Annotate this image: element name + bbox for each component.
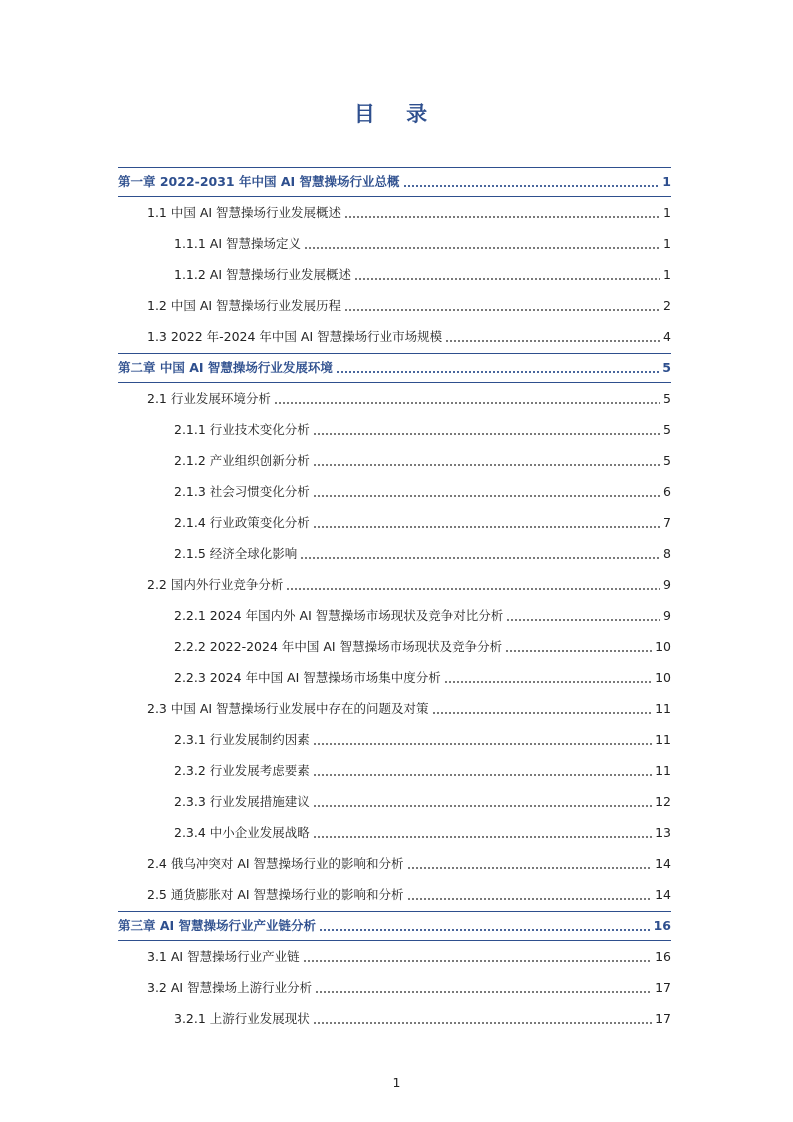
toc-entry[interactable] (174, 818, 671, 848)
toc-dot-leader (300, 557, 660, 559)
toc-entry-label: 2.3.3 行业发展措施建议 (174, 794, 310, 809)
toc-entry-label: 3.2.1 上游行业发展现状 (174, 1011, 310, 1026)
toc-entry-page: 17 (655, 980, 671, 995)
toc-dot-leader (315, 991, 652, 993)
toc-entry[interactable] (147, 384, 671, 414)
toc-entry[interactable] (174, 663, 671, 693)
toc-dot-leader (336, 371, 659, 373)
toc-entry-label: 1.1.1 AI 智慧操场定义 (174, 236, 301, 251)
toc-entry-label: 3.1 AI 智慧操场行业产业链 (147, 949, 300, 964)
page-title: 目 录 (353, 102, 440, 126)
toc-dot-leader (313, 495, 660, 497)
toc-dot-leader (506, 619, 660, 621)
toc-entry-page: 17 (655, 1011, 671, 1026)
toc-dot-leader (354, 278, 660, 280)
toc-dot-leader (313, 836, 652, 838)
toc-dot-leader (313, 774, 652, 776)
toc-entry-page: 1 (663, 236, 671, 251)
toc-entry[interactable] (174, 539, 671, 569)
toc-entry[interactable] (147, 942, 671, 972)
toc-entry-page: 7 (663, 515, 671, 530)
toc-entry-label: 2.3.2 行业发展考虑要素 (174, 763, 310, 778)
toc-entry-page: 1 (662, 174, 671, 189)
toc-entry-page: 2 (663, 298, 671, 313)
toc-entry-label: 2.4 俄乌冲突对 AI 智慧操场行业的影响和分析 (147, 856, 404, 871)
toc-dot-leader (444, 681, 652, 683)
toc-entry-page: 5 (663, 391, 671, 406)
toc-dot-leader (505, 650, 652, 652)
toc-chapter-entry[interactable] (118, 353, 671, 383)
toc-entry-page: 11 (655, 763, 671, 778)
toc-entry-page: 10 (655, 670, 671, 685)
toc-dot-leader (313, 1022, 652, 1024)
toc-dot-leader (313, 743, 652, 745)
toc-dot-leader (304, 247, 660, 249)
toc-entry[interactable] (147, 694, 671, 724)
toc-entry-label: 1.1.2 AI 智慧操场行业发展概述 (174, 267, 351, 282)
toc-entry[interactable] (147, 973, 671, 1003)
toc-entry[interactable] (147, 570, 671, 600)
toc-entry-label: 2.3 中国 AI 智慧操场行业发展中存在的问题及对策 (147, 701, 429, 716)
toc-entry-label: 2.1.2 产业组织创新分析 (174, 453, 310, 468)
toc-dot-leader (286, 588, 660, 590)
toc-entry-label: 1.3 2022 年-2024 年中国 AI 智慧操场行业市场规模 (147, 329, 443, 344)
toc-dot-leader (319, 929, 651, 931)
toc-entry-page: 16 (653, 918, 671, 933)
toc-dot-leader (313, 464, 660, 466)
toc-entry[interactable] (147, 198, 671, 228)
toc-entry-page: 4 (663, 329, 671, 344)
toc-entry[interactable] (147, 880, 671, 910)
toc-dot-leader (432, 712, 653, 714)
toc-entry-page: 14 (655, 856, 671, 871)
toc-dot-leader (313, 526, 660, 528)
toc-entry[interactable] (147, 322, 671, 352)
toc-entry[interactable] (174, 632, 671, 662)
toc-entry[interactable] (174, 1004, 671, 1034)
toc-entry-page: 5 (663, 453, 671, 468)
toc-entry-page: 5 (662, 360, 671, 375)
toc-entry-page: 1 (663, 205, 671, 220)
toc-entry[interactable] (174, 756, 671, 786)
toc-entry[interactable] (174, 508, 671, 538)
toc-entry[interactable] (147, 291, 671, 321)
toc-entry-label: 2.2 国内外行业竞争分析 (147, 577, 284, 592)
toc-entry-label: 2.3.1 行业发展制约因素 (174, 732, 310, 747)
toc-dot-leader (445, 340, 660, 342)
toc-entry-page: 6 (663, 484, 671, 499)
toc-entry[interactable] (174, 725, 671, 755)
toc-dot-leader (274, 402, 660, 404)
toc-entry[interactable] (147, 849, 671, 879)
toc-entry[interactable] (174, 260, 671, 290)
toc-entry[interactable] (174, 446, 671, 476)
toc-entry-label: 2.2.2 2022-2024 年中国 AI 智慧操场市场现状及竞争分析 (174, 639, 503, 654)
toc-entry[interactable] (174, 601, 671, 631)
toc-chapter-entry[interactable] (118, 911, 671, 941)
toc-entry-page: 11 (655, 732, 671, 747)
toc-entry-page: 16 (655, 949, 671, 964)
toc-entry-page: 12 (655, 794, 671, 809)
toc-entry-label: 2.1.3 社会习惯变化分析 (174, 484, 310, 499)
toc-entry-label: 第三章 AI 智慧操场行业产业链分析 (118, 918, 317, 933)
toc-entry[interactable] (174, 787, 671, 817)
toc-entry-label: 1.1 中国 AI 智慧操场行业发展概述 (147, 205, 342, 220)
toc-entry-label: 2.1 行业发展环境分析 (147, 391, 271, 406)
toc-entry-page: 11 (655, 701, 671, 716)
toc-entry-page: 14 (655, 887, 671, 902)
toc-entry-page: 8 (663, 546, 671, 561)
toc-entry-label: 2.2.1 2024 年国内外 AI 智慧操场市场现状及竞争对比分析 (174, 608, 504, 623)
toc-entry-label: 2.3.4 中小企业发展战略 (174, 825, 310, 840)
toc-dot-leader (344, 309, 660, 311)
toc-dot-leader (313, 805, 652, 807)
toc-entry-label: 3.2 AI 智慧操场上游行业分析 (147, 980, 313, 995)
toc-entry[interactable] (174, 477, 671, 507)
toc-dot-leader (403, 185, 660, 187)
toc-dot-leader (407, 867, 653, 869)
toc-entry-label: 2.1.4 行业政策变化分析 (174, 515, 310, 530)
toc-entry-page: 13 (655, 825, 671, 840)
toc-entry-label: 2.5 通货膨胀对 AI 智慧操场行业的影响和分析 (147, 887, 404, 902)
toc-chapter-entry[interactable] (118, 167, 671, 197)
toc-entry[interactable] (174, 229, 671, 259)
footer-page-number: 1 (392, 1075, 401, 1090)
toc-entry-page: 9 (663, 608, 671, 623)
toc-dot-leader (407, 898, 653, 900)
toc-entry-page: 5 (663, 422, 671, 437)
toc-entry-label: 第一章 2022-2031 年中国 AI 智慧操场行业总概 (118, 174, 400, 189)
toc-entry-label: 第二章 中国 AI 智慧操场行业发展环境 (118, 360, 333, 375)
toc-entry-label: 1.2 中国 AI 智慧操场行业发展历程 (147, 298, 342, 313)
toc-entry-label: 2.1.5 经济全球化影响 (174, 546, 298, 561)
toc-entry-label: 2.1.1 行业技术变化分析 (174, 422, 310, 437)
toc-dot-leader (344, 216, 660, 218)
toc-dot-leader (313, 433, 660, 435)
toc-entry-page: 1 (663, 267, 671, 282)
toc-dot-leader (303, 960, 653, 962)
toc-entry-page: 10 (655, 639, 671, 654)
toc-entry-label: 2.2.3 2024 年中国 AI 智慧操场市场集中度分析 (174, 670, 441, 685)
toc-entry-page: 9 (663, 577, 671, 592)
toc-entry[interactable] (174, 415, 671, 445)
